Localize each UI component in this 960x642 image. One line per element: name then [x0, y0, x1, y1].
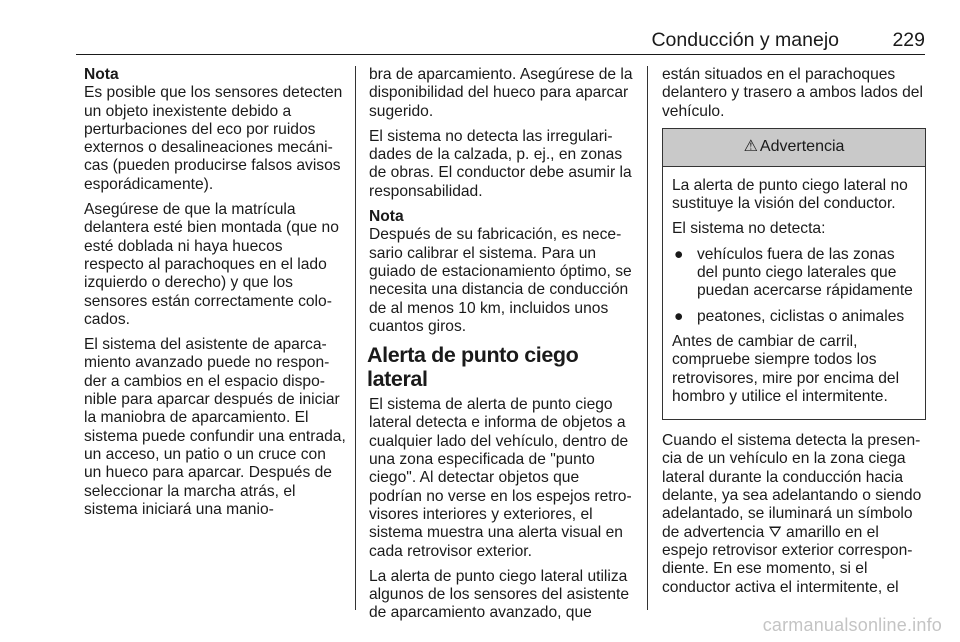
column-divider	[355, 66, 356, 610]
section-heading: Alerta de punto ciego lateral	[367, 343, 579, 392]
column-middle	[369, 66, 636, 630]
column-right	[662, 66, 926, 604]
paragraph: están situados en el parachoques delantero y trasero a ambos lados del vehículo.	[662, 66, 923, 120]
paragraph: Cuando el sistema detecta la presencia de un vehículo en la zona ciega lateral durante la conducción hacia delante, ya sea adelantando o siendo adelantado, se iluminará un símbolo de advertencia ⛛ amarillo en el espejo retrovisor exterior correspondiente. En ese momento, si el conductor activa el intermitente, el	[662, 432, 922, 596]
warning-header	[663, 129, 925, 167]
paragraph: La alerta de punto ciego lateral utiliza algunos de los sensores del asistente de aparcamiento avanzado, que	[369, 567, 630, 622]
bullet-icon: ●	[674, 307, 684, 325]
note	[84, 66, 346, 194]
warning-box	[662, 128, 926, 420]
list-item-text: peatones, ciclistas o animales	[697, 307, 905, 325]
warning-text: La alerta de punto ciego lateral no sustituye la visión del conductor.	[672, 176, 908, 213]
list-item-text: vehículos fuera de las zonas del punto ciego laterales que puedan acercarse rápidamente	[697, 245, 913, 300]
note-label: Nota	[84, 66, 119, 83]
note-label: Nota	[369, 208, 404, 226]
paragraph: Asegúrese de que la matrícula delantera esté bien montada (que no esté doblada ni haya huecos respecto al parachoques en el lado izquierdo o derecho) y que los sensores están correctamente colocados.	[84, 201, 339, 328]
column-divider	[647, 66, 648, 610]
page-header	[76, 28, 925, 55]
list-item	[672, 246, 917, 301]
column-left	[84, 66, 346, 526]
paragraph: El sistema de alerta de punto ciego lateral detecta e informa de objetos a cualquier lado del vehículo, dentro de una zona especificada de "punto ciego". Al detectar objetos que podrían no verse en los espejos retrovisores interiores y exteriores, el sistema muestra una alerta visual en cada retrovisor exterior.	[369, 396, 632, 560]
chapter-title: Conducción y manejo	[651, 29, 839, 51]
list-item	[672, 308, 917, 326]
paragraph: El sistema del asistente de aparcamiento avanzado puede no responder a cambios en el espacio disponible para aparcar después de iniciar la maniobra de aparcamiento. El sistema puede confundir una entrada, un acceso, un patio o un cruce con un hueco para aparcar. Después de seleccionar la marcha atrás, el sistema iniciará una manio-	[84, 336, 346, 518]
warning-title: Advertencia	[759, 138, 845, 156]
bullet-icon: ●	[674, 245, 684, 263]
page-number: 229	[892, 29, 925, 51]
paragraph: bra de aparcamiento. Asegúrese de la disponibilidad del hueco para aparcar sugerido.	[369, 66, 633, 120]
watermark: carmanualsonline.info	[762, 615, 942, 635]
paragraph: El sistema no detecta las irregularidades de la calzada, p. ej., en zonas de obras. El conductor debe asumir la responsabilidad.	[369, 127, 632, 200]
note-text: Es posible que los sensores detecten un objeto inexistente debido a perturbaciones del eco por ruidos externos o desalineaciones mecánicas (pueden producirse falsos avisos esporádicamente).	[84, 84, 343, 193]
warning-body	[663, 167, 925, 419]
warning-text: El sistema no detecta:	[672, 220, 826, 238]
note-text: Después de su fabricación, es necesario calibrar el sistema. Para un guiado de estacionamiento óptimo, se necesita una distancia de conducción de al menos 10 km, incluidos unos cuantos giros.	[369, 226, 632, 335]
note	[369, 208, 636, 336]
warning-text: Antes de cambiar de carril, compruebe siempre todos los retrovisores, mire por encima del hombro y utilice el intermitente.	[672, 332, 900, 405]
warning-icon: ⚠	[743, 138, 758, 156]
